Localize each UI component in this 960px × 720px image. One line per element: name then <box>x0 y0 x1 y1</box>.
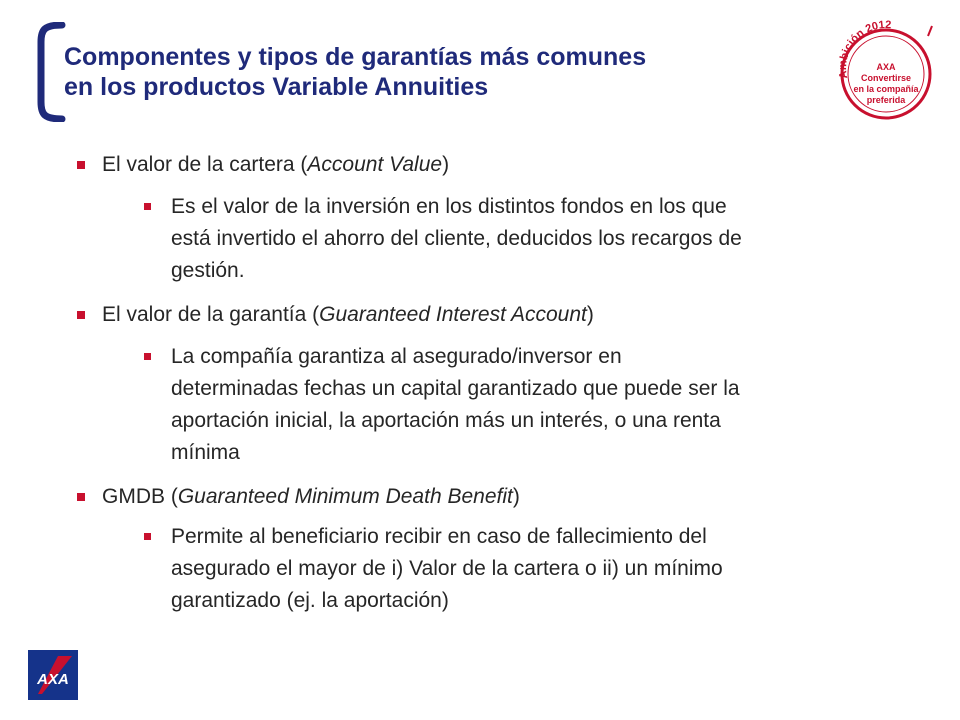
slide-title-line-1: Componentes y tipos de garantías más comunes <box>64 43 647 71</box>
list-item <box>102 484 802 510</box>
square-bullet-icon <box>144 203 151 210</box>
square-bullet-icon <box>144 353 151 360</box>
bullet-text: GMDB (Guaranteed Minimum Death Benefit) <box>102 485 520 508</box>
stamp-line-4: preferida <box>866 95 906 105</box>
sub-list-item <box>171 194 911 220</box>
bullet-text: El valor de la cartera (Account Value) <box>102 153 450 176</box>
slide-title <box>64 42 824 102</box>
square-bullet-icon <box>144 533 151 540</box>
bullet-text: El valor de la garantía (Guaranteed Interest Account) <box>102 303 594 326</box>
sub-bullet-line: asegurado el mayor de i) Valor de la cartera o ii) un mínimo <box>171 557 723 580</box>
square-bullet-icon <box>77 311 85 319</box>
ambicion-2012-stamp-icon <box>832 18 940 126</box>
stamp-line-1: AXA <box>876 62 896 72</box>
sub-list-item <box>171 344 911 370</box>
sub-bullet-line: Permite al beneficiario recibir en caso de fallecimiento del <box>171 525 707 548</box>
square-bullet-icon <box>77 161 85 169</box>
sub-bullet-line: está invertido el ahorro del cliente, deducidos los recargos de <box>171 227 742 250</box>
sub-list-item <box>171 524 911 550</box>
stamp-line-2: Convertirse <box>860 73 912 83</box>
sub-bullet-line: Es el valor de la inversión en los distintos fondos en los que <box>171 195 727 218</box>
sub-bullet-line: gestión. <box>171 259 245 282</box>
list-item <box>102 302 802 328</box>
sub-bullet-line: mínima <box>171 441 240 464</box>
stamp-year: Ambición 2012 <box>836 19 892 80</box>
sub-bullet-line: determinadas fechas un capital garantizado que puede ser la <box>171 377 740 400</box>
title-bracket-icon <box>36 22 66 122</box>
axa-logo-text: AXA <box>37 671 69 688</box>
stamp-line-3: en la compañía <box>853 84 919 94</box>
sub-bullet-line: La compañía garantiza al asegurado/inversor en <box>171 345 622 368</box>
axa-logo-icon <box>28 650 78 700</box>
square-bullet-icon <box>77 493 85 501</box>
sub-bullet-line: aportación inicial, la aportación más un interés, o una renta <box>171 409 721 432</box>
slide-title-line-2: en los productos Variable Annuities <box>64 73 489 101</box>
sub-bullet-line: garantizado (ej. la aportación) <box>171 589 449 612</box>
list-item <box>102 152 802 178</box>
